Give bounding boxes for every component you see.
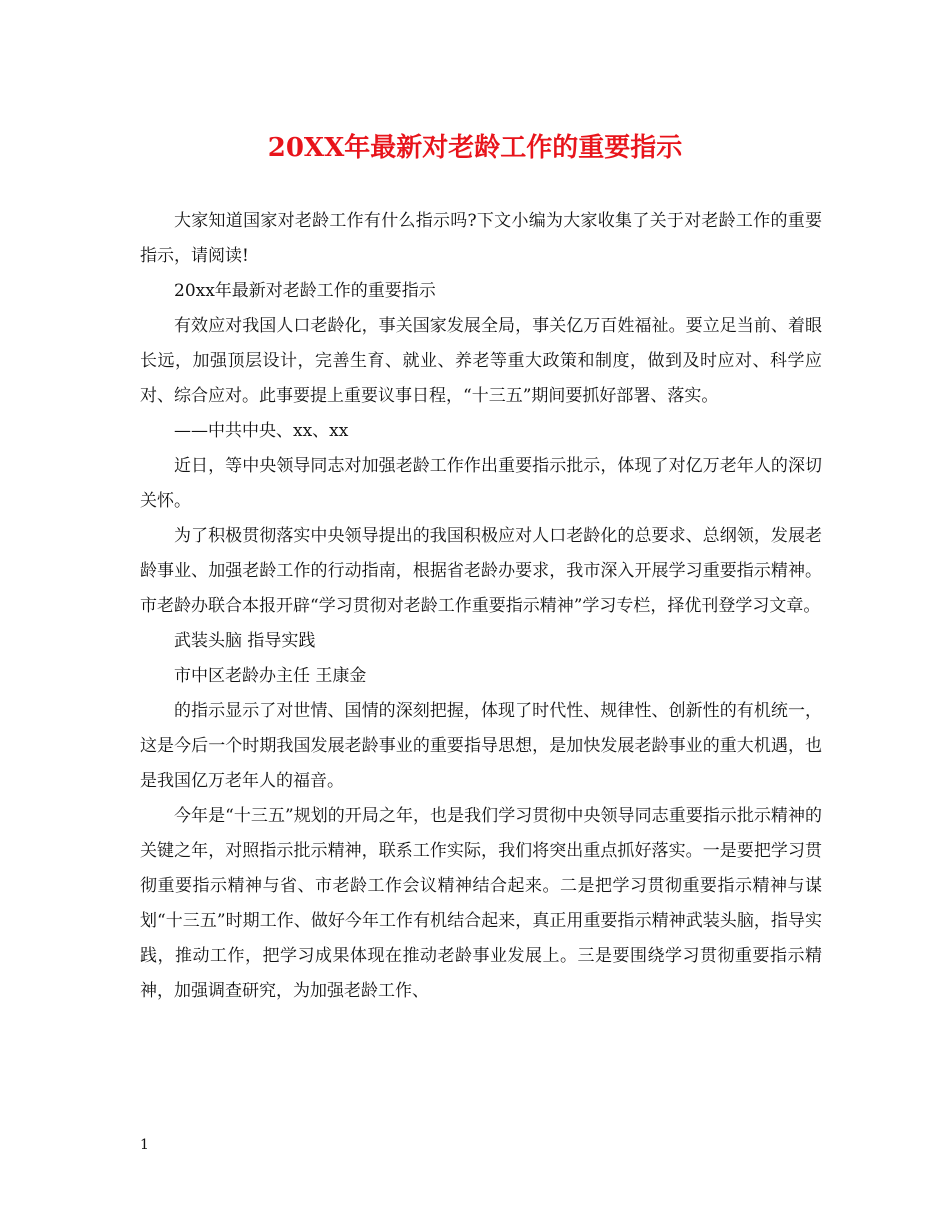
document-body [140,204,822,1009]
paragraph-intro: 大家知道国家对老龄工作有什么指示吗?下文小编为大家收集了关于对老龄工作的重要指示，请阅读! [140,211,822,266]
paragraph-subtitle: 20xx年最新对老龄工作的重要指示 [174,281,436,301]
paragraph-source: ——中共中央、xx、xx [174,421,349,441]
paragraph-article-heading: 武装头脑 指导实践 [174,631,316,651]
paragraph-instruction: 有效应对我国人口老龄化，事关国家发展全局，事关亿万百姓福祉。要立足当前、着眼长远，加强顶层设计，完善生育、就业、养老等重大政策和制度，做到及时应对、科学应对、综合应对。此事要提上重要议事日程，“十三五”期间要抓好部署、落实。 [140,316,822,406]
page-number: 1 [140,1137,149,1153]
paragraph-recent: 近日，等中央领导同志对加强老龄工作作出重要指示批示，体现了对亿万老年人的深切关怀。 [140,456,822,511]
document-title: 20XX年最新对老龄工作的重要指示 [267,133,683,163]
paragraph-author: 市中区老龄办主任 王康金 [174,666,367,686]
paragraph-significance: 的指示显示了对世情、国情的深刻把握，体现了时代性、规律性、创新性的有机统一，这是今后一个时期我国发展老龄事业的重要指导思想，是加快发展老龄事业的重大机遇，也是我国亿万老年人的福音。 [140,701,822,791]
paragraph-implementation: 为了积极贯彻落实中央领导提出的我国积极应对人口老龄化的总要求、总纲领，发展老龄事业、加强老龄工作的行动指南，根据省老龄办要求，我市深入开展学习重要指示精神。市老龄办联合本报开辟“学习贯彻对老龄工作重要指示精神”学习专栏，择优刊登学习文章。 [140,526,822,616]
paragraph-plan: 今年是“十三五”规划的开局之年，也是我们学习贯彻中央领导同志重要指示批示精神的关键之年，对照指示批示精神，联系工作实际，我们将突出重点抓好落实。一是要把学习贯彻重要指示精神与省、市老龄工作会议精神结合起来。二是把学习贯彻重要指示精神与谋划“十三五”时期工作、做好今年工作有机结合起来，真正用重要指示精神武装头脑，指导实践，推动工作，把学习成果体现在推动老龄事业发展上。三是要围绕学习贯彻重要指示精神，加强调查研究，为加强老龄工作、 [140,806,822,1001]
